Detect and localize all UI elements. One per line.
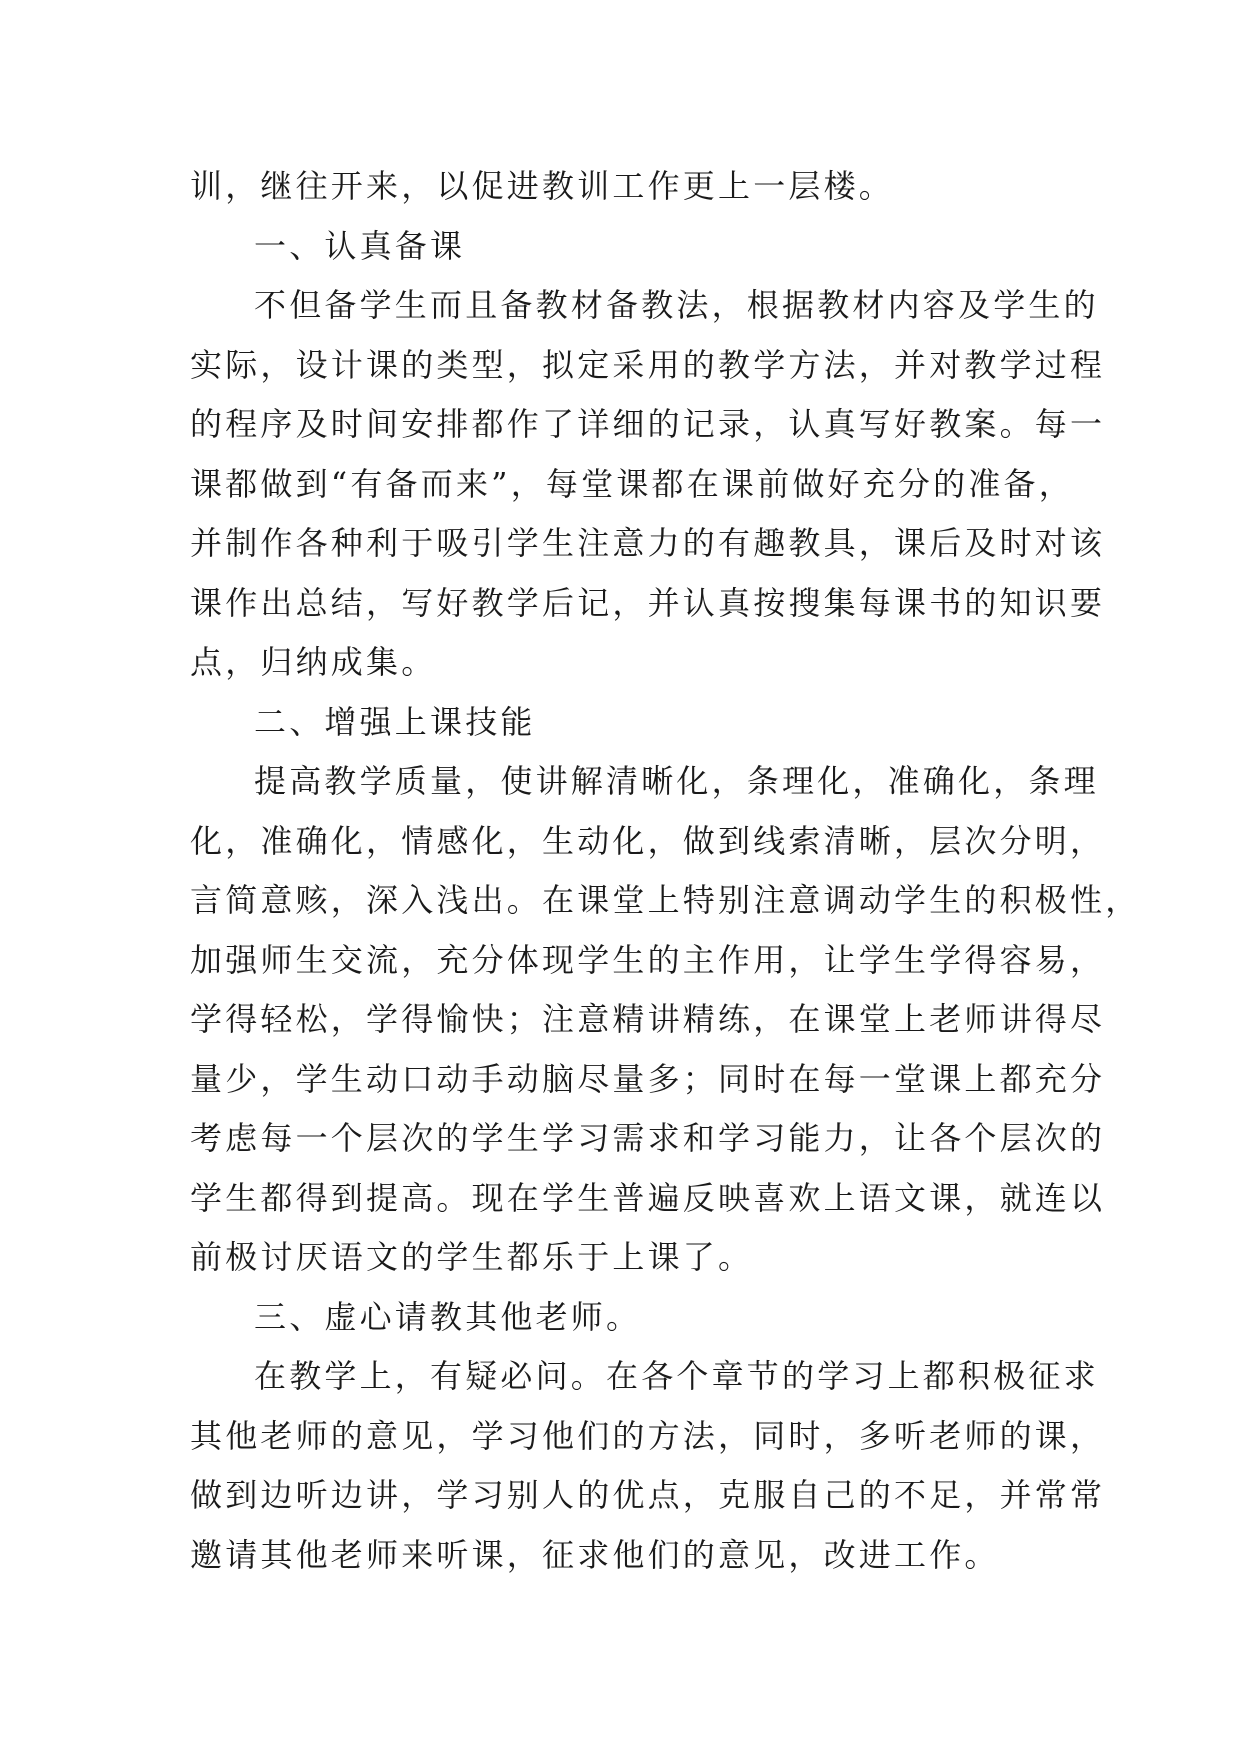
text-line: 课都做到“有备而来”，每堂课都在课前做好充分的准备， (190, 464, 1074, 503)
text-line: 点，归纳成集。 (190, 643, 437, 681)
text-line: 提高教学质量，使讲解清晰化，条理化，准确化，条理 (254, 762, 1099, 800)
text-line: 实际，设计课的类型，拟定采用的教学方法，并对教学过程 (190, 345, 1106, 384)
text-line: 言简意赅，深入浅出。在课堂上特别注意调动学生的积极性， (190, 881, 1141, 919)
text-line: 考虑每一个层次的学生学习需求和学习能力，让各个层次的 (190, 1119, 1106, 1157)
text-line: 课作出总结，写好教学后记，并认真按搜集每课书的知识要 (190, 583, 1106, 622)
document-body (190, 157, 1141, 1585)
text-line: 前极讨厌语文的学生都乐于上课了。 (190, 1238, 754, 1276)
text-line: 其他老师的意见，学习他们的方法，同时，多听老师的课， (190, 1416, 1106, 1455)
text-line: 学生都得到提高。现在学生普遍反映喜欢上语文课，就连以 (190, 1178, 1106, 1217)
text-line: 加强师生交流，充分体现学生的主作用，让学生学得容易， (190, 940, 1106, 979)
text-line: 化，准确化，情感化，生动化，做到线索清晰，层次分明， (190, 821, 1106, 860)
text-line: 做到边听边讲，学习别人的优点，克服自己的不足，并常常 (190, 1476, 1106, 1514)
text-line: 二、增强上课技能 (254, 702, 536, 741)
text-line: 学得轻松，学得愉快；注意精讲精练，在课堂上老师讲得尽 (190, 1000, 1106, 1038)
text-line: 的程序及时间安排都作了详细的记录，认真写好教案。每一 (190, 405, 1106, 443)
text-line: 并制作各种利于吸引学生注意力的有趣教具，课后及时对该 (190, 524, 1106, 562)
text-line: 在教学上，有疑必问。在各个章节的学习上都积极征求 (254, 1357, 1099, 1395)
text-line: 量少，学生动口动手动脑尽量多；同时在每一堂课上都充分 (190, 1059, 1106, 1098)
text-line: 三、虚心请教其他老师。 (254, 1297, 642, 1336)
text-line: 不但备学生而且备教材备教法，根据教材内容及学生的 (254, 286, 1099, 324)
text-line: 邀请其他老师来听课，征求他们的意见，改进工作。 (190, 1535, 1000, 1574)
text-line: 训，继往开来，以促进教训工作更上一层楼。 (190, 167, 895, 205)
text-line: 一、认真备课 (254, 226, 466, 265)
